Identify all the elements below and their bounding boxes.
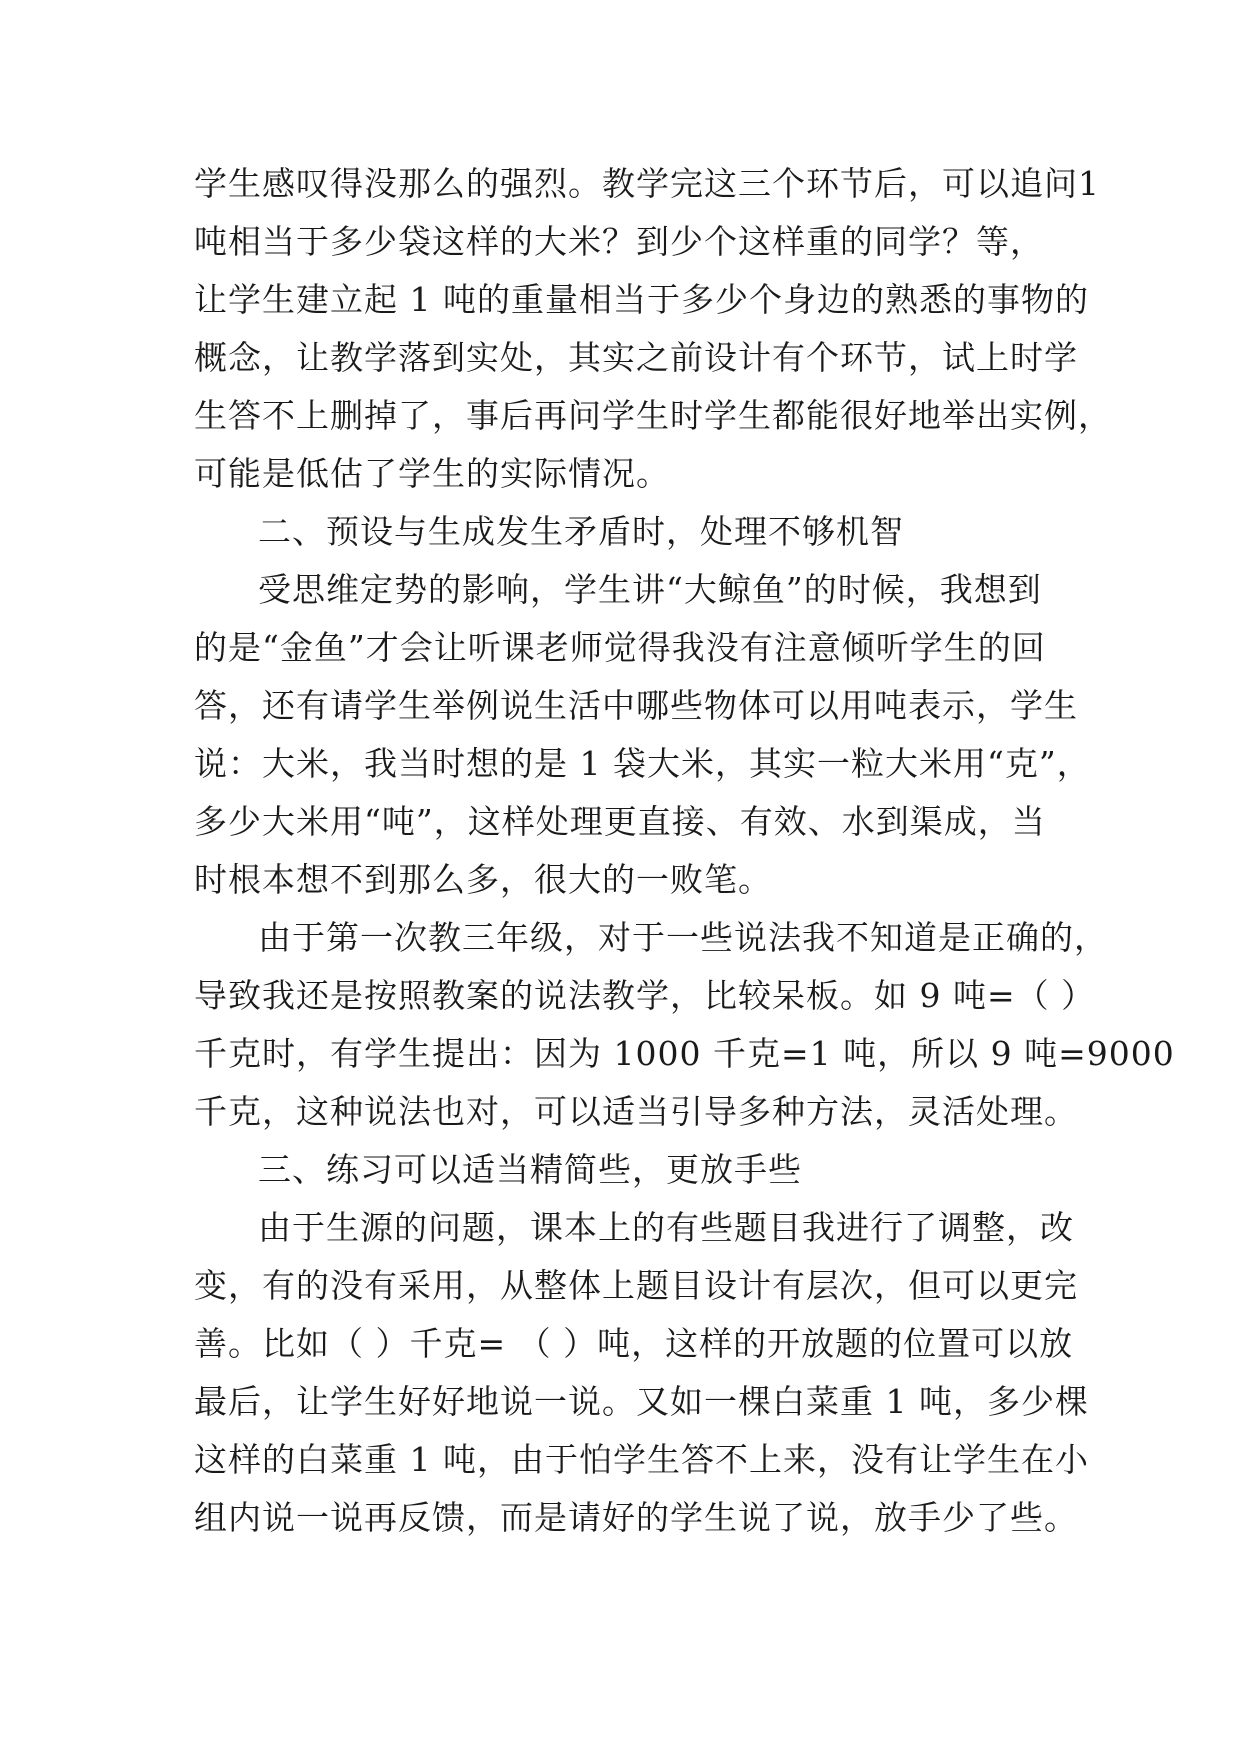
text-line: 千克时，有学生提出：因为 1000 千克=1 吨，所以 9 吨=9000	[194, 1034, 1175, 1073]
text-line: 受思维定势的影响，学生讲“大鲸鱼”的时候，我想到	[258, 570, 1042, 609]
text-line: 导致我还是按照教案的说法教学，比较呆板。如 9 吨=（ ）	[194, 976, 1096, 1015]
text-line: 生答不上删掉了，事后再问学生时学生都能很好地举出实例，	[194, 396, 1112, 435]
text-line: 时根本想不到那么多，很大的一败笔。	[194, 860, 772, 899]
text-line: 组内说一说再反馈，而是请好的学生说了说，放手少了些。	[194, 1498, 1078, 1537]
text-line: 善。比如（ ）千克= （ ）吨，这样的开放题的位置可以放	[194, 1324, 1074, 1363]
text-line: 吨相当于多少袋这样的大米？到少个这样重的同学？等，	[194, 222, 1044, 261]
text-line: 概念，让教学落到实处，其实之前设计有个环节，试上时学	[194, 338, 1078, 377]
text-line: 由于生源的问题，课本上的有些题目我进行了调整，改	[258, 1208, 1074, 1247]
text-line: 的是“金鱼”才会让听课老师觉得我没有注意倾听学生的回	[194, 628, 1046, 667]
text-line: 多少大米用“吨”，这样处理更直接、有效、水到渠成，当	[194, 802, 1046, 841]
text-line: 学生感叹得没那么的强烈。教学完这三个环节后，可以追问1	[194, 164, 1100, 203]
text-line: 可能是低估了学生的实际情况。	[194, 454, 670, 493]
text-line: 说：大米，我当时想的是 1 袋大米，其实一粒大米用“克”，	[194, 744, 1091, 783]
text-line: 由于第一次教三年级，对于一些说法我不知道是正确的，	[258, 918, 1108, 957]
section-heading: 三、练习可以适当精简些，更放手些	[258, 1150, 802, 1189]
text-line: 变，有的没有采用，从整体上题目设计有层次，但可以更完	[194, 1266, 1078, 1305]
text-line: 让学生建立起 1 吨的重量相当于多少个身边的熟悉的事物的	[194, 280, 1089, 319]
text-line: 答，还有请学生举例说生活中哪些物体可以用吨表示，学生	[194, 686, 1078, 725]
section-heading: 二、预设与生成发生矛盾时，处理不够机智	[258, 512, 904, 551]
text-line: 最后，让学生好好地说一说。又如一棵白菜重 1 吨，多少棵	[194, 1382, 1089, 1421]
text-line: 这样的白菜重 1 吨，由于怕学生答不上来，没有让学生在小	[194, 1440, 1089, 1479]
text-line: 千克，这种说法也对，可以适当引导多种方法，灵活处理。	[194, 1092, 1078, 1131]
